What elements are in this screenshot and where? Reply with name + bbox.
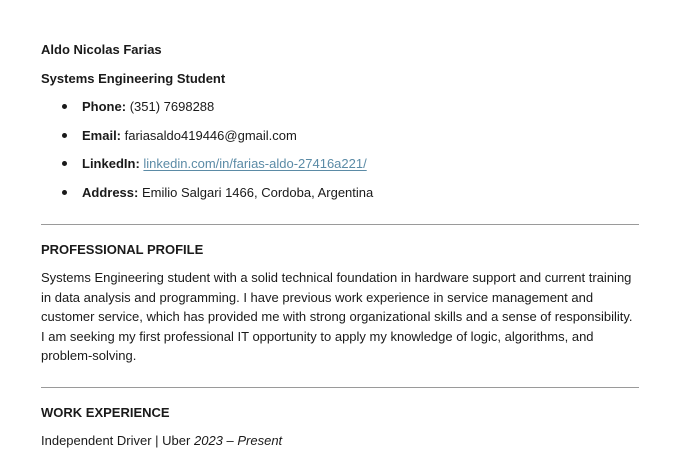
contact-label: LinkedIn: [82,156,140,171]
contact-label: Email: [82,127,122,143]
section-divider [41,224,639,225]
contact-label: Address: [82,184,139,200]
job-position: Independent Driver | Uber [41,433,191,448]
address-value: Emilio Salgari 1466, Cordoba, Argentina [141,184,374,200]
bullet-icon [62,161,67,166]
section-title-work: WORK EXPERIENCE [41,405,170,420]
bullet-icon [62,190,67,195]
bullet-icon [62,104,67,109]
contact-item-address [41,183,373,212]
section-divider [41,387,639,388]
bullet-icon [62,133,67,138]
contact-label: Phone: [82,99,127,114]
contact-item-email [41,126,373,155]
phone-value: (351) 7698288 [129,99,215,114]
contact-item-linkedin [41,154,373,183]
job-entry [41,432,282,449]
contact-item-phone [41,97,373,126]
email-value: fariasaldo419446@gmail.com [124,127,297,143]
section-title-profile: PROFESSIONAL PROFILE [41,242,204,257]
candidate-role: Systems Engineering Student [41,71,226,86]
linkedin-link[interactable]: linkedin.com/in/farias-aldo-27416a221/ [143,156,367,171]
job-dates: 2023 – Present [193,433,283,448]
candidate-name: Aldo Nicolas Farias [41,42,162,57]
profile-summary: Systems Engineering student with a solid technical foundation in hardware support and current training in data analysis and programming. I have previous work experience in service management and customer service, which has provided me with strong organizational skills and a sense of responsibility. I am seeking my first professional IT opportunity to apply my knowledge of logic, algorithms, and problem-solving. [41,270,633,363]
contact-list [41,97,373,211]
